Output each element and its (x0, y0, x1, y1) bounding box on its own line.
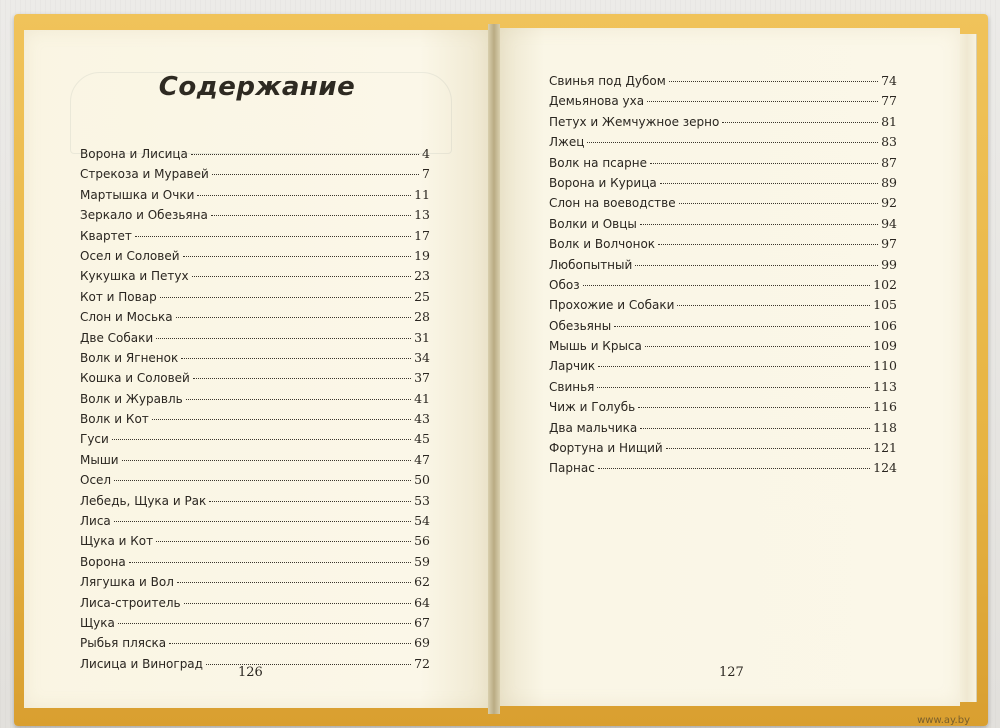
toc-entry-page: 53 (414, 492, 430, 508)
toc-entry (80, 595, 430, 615)
toc-entry (549, 93, 897, 113)
toc-entry-title: Слон на воеводстве (549, 196, 676, 211)
toc-entry-page: 45 (414, 431, 430, 447)
toc-entry-title: Фортуна и Нищий (549, 441, 663, 456)
dot-leader (640, 224, 878, 225)
dot-leader (186, 399, 411, 400)
dot-leader (638, 407, 870, 408)
toc-entry (80, 452, 430, 472)
dot-leader (647, 101, 878, 102)
toc-entry-page: 110 (873, 358, 897, 374)
toc-entry-page: 47 (414, 451, 430, 467)
toc-entry-title: Квартет (80, 228, 132, 243)
toc-entry-title: Слон и Моська (80, 310, 173, 325)
dot-leader (598, 366, 870, 367)
toc-entry (549, 236, 897, 256)
toc-entry (549, 175, 897, 195)
toc-entry-title: Прохожие и Собаки (549, 298, 675, 313)
toc-entry (80, 228, 430, 248)
dot-leader (184, 603, 412, 604)
toc-entry-title: Осел (80, 473, 112, 488)
toc-entry-page: 11 (414, 186, 430, 202)
toc-entry (80, 635, 430, 655)
dot-leader (197, 195, 411, 196)
toc-entry (80, 411, 430, 431)
toc-entry (80, 268, 430, 288)
toc-entry-title: Парнас (549, 461, 595, 476)
toc-entry (80, 187, 430, 207)
toc-entry-title: Стрекоза и Муравей (80, 167, 209, 182)
toc-entry (549, 257, 897, 277)
toc-entry-page: 23 (414, 268, 430, 284)
dot-leader (192, 276, 412, 277)
toc-entry-title: Гуси (80, 432, 109, 447)
dot-leader (114, 521, 411, 522)
toc-entry-page: 83 (881, 134, 897, 150)
dot-leader (129, 562, 411, 563)
toc-entry-title: Волк и Ягненок (80, 350, 179, 365)
toc-entry (80, 330, 430, 350)
toc-entry (549, 155, 897, 175)
toc-entry-title: Лягушка и Вол (80, 575, 174, 590)
toc-entry (549, 297, 897, 317)
toc-entry-title: Чиж и Голубь (549, 400, 636, 415)
page-title: Содержание (158, 72, 356, 102)
toc-entry-title: Осел и Соловей (80, 248, 180, 263)
toc-entry-page: 116 (873, 399, 897, 415)
dot-leader (598, 468, 870, 469)
toc-entry-page: 67 (414, 614, 430, 630)
toc-entry-page: 87 (881, 154, 897, 170)
page-edges (958, 34, 977, 702)
toc-entry (80, 431, 430, 451)
toc-entry-title: Две Собаки (80, 330, 154, 345)
toc-entry-title: Лебедь, Щука и Рак (80, 493, 207, 508)
toc-entry-page: 50 (414, 472, 430, 488)
toc-entry-page: 31 (414, 329, 430, 345)
toc-entry (549, 420, 897, 440)
toc-entry-page: 89 (881, 174, 897, 190)
toc-entry-title: Обоз (549, 277, 580, 292)
toc-entry-title: Мыши (80, 452, 119, 467)
toc-entry-page: 106 (873, 317, 897, 333)
dot-leader (645, 346, 870, 347)
toc-entry-title: Кукушка и Петух (80, 269, 189, 284)
toc-entry-title: Волк и Кот (80, 412, 149, 427)
toc-entry-title: Свинья (549, 379, 595, 394)
dot-leader (614, 326, 870, 327)
dot-leader (722, 122, 878, 123)
dot-leader (583, 285, 871, 286)
toc-entry-page: 28 (414, 309, 430, 325)
toc-entry (80, 533, 430, 553)
dot-leader (169, 643, 411, 644)
toc-entry (80, 370, 430, 390)
toc-entry-page: 37 (414, 370, 430, 386)
toc-entry-page: 62 (414, 574, 430, 590)
dot-leader (640, 428, 870, 429)
dot-leader (156, 541, 411, 542)
toc-entry-title: Ларчик (549, 359, 596, 374)
toc-entry-title: Лиса-строитель (80, 595, 181, 610)
toc-entry-page: 41 (414, 390, 430, 406)
toc-entry (80, 248, 430, 268)
toc-entry-page: 77 (881, 93, 897, 109)
toc-entry-page: 54 (414, 513, 430, 529)
toc-entry (80, 207, 430, 227)
dot-leader (212, 174, 419, 175)
toc-entry-page: 74 (881, 73, 897, 88)
dot-leader (112, 439, 411, 440)
toc-entry (80, 166, 430, 186)
watermark: www.ay.by (917, 715, 970, 726)
toc-entry-page: 13 (414, 207, 430, 223)
toc-entry (549, 399, 897, 419)
toc-entry-title: Ворона и Лисица (80, 147, 188, 161)
toc-entry-page: 97 (881, 236, 897, 252)
toc-entry-title: Лисица и Виноград (80, 656, 203, 671)
dot-leader (122, 460, 411, 461)
toc-entry (549, 440, 897, 460)
toc-list-right (549, 73, 897, 481)
toc-entry (80, 289, 430, 309)
toc-entry-page: 99 (881, 256, 897, 272)
dot-leader (650, 163, 878, 164)
toc-entry-title: Кошка и Соловей (80, 371, 190, 386)
toc-entry-page: 19 (414, 247, 430, 263)
dot-leader (181, 358, 411, 359)
toc-entry-title: Лиса (80, 514, 111, 529)
toc-entry-page: 72 (414, 655, 430, 671)
dot-leader (677, 305, 870, 306)
toc-entry (549, 318, 897, 338)
toc-entry-title: Мартышка и Очки (80, 187, 195, 202)
toc-entry-title: Рыбья пляска (80, 636, 167, 651)
toc-entry (80, 391, 430, 411)
dot-leader (658, 244, 878, 245)
toc-entry-title: Свинья под Дубом (549, 74, 666, 88)
toc-entry-page: 34 (414, 349, 430, 365)
dot-leader (211, 215, 411, 216)
toc-entry (549, 277, 897, 297)
toc-entry (549, 134, 897, 154)
toc-entry-title: Обезьяны (549, 318, 612, 333)
toc-entry-title: Кот и Повар (80, 289, 157, 304)
toc-entry-title: Петух и Жемчужное зерно (549, 114, 720, 129)
dot-leader (660, 183, 878, 184)
toc-entry-title: Зеркало и Обезьяна (80, 208, 208, 223)
toc-entry-title: Волк и Волчонок (549, 237, 656, 252)
toc-entry-page: 121 (873, 440, 897, 456)
dot-leader (206, 664, 411, 665)
toc-entry-page: 81 (881, 113, 897, 129)
book-spine (488, 24, 500, 714)
toc-entry (80, 472, 430, 492)
toc-entry-page: 17 (414, 227, 430, 243)
dot-leader (209, 501, 411, 502)
toc-entry-page: 56 (414, 533, 430, 549)
toc-entry-page: 109 (873, 338, 897, 354)
toc-entry-page: 69 (414, 635, 430, 651)
toc-entry-title: Волк на псарне (549, 155, 647, 170)
toc-entry (80, 146, 430, 166)
dot-leader (635, 265, 878, 266)
dot-leader (118, 623, 411, 624)
dot-leader (669, 81, 878, 82)
toc-entry (549, 73, 897, 93)
dot-leader (679, 203, 878, 204)
toc-entry-page: 118 (873, 419, 897, 435)
toc-entry-page: 64 (414, 594, 430, 610)
toc-entry (549, 338, 897, 358)
toc-entry (80, 513, 430, 533)
toc-entry-title: Ворона и Курица (549, 175, 657, 190)
toc-entry (80, 493, 430, 513)
toc-entry-page: 113 (873, 378, 897, 394)
toc-entry-page: 25 (414, 288, 430, 304)
toc-entry-page: 105 (873, 297, 897, 313)
toc-entry (80, 554, 430, 574)
toc-entry-page: 43 (414, 411, 430, 427)
dot-leader (176, 317, 411, 318)
toc-entry (80, 615, 430, 635)
dot-leader (156, 338, 411, 339)
toc-entry (549, 216, 897, 236)
toc-entry-title: Любопытный (549, 257, 633, 272)
toc-entry-title: Волк и Журавль (80, 391, 183, 406)
toc-entry-title: Мышь и Крыса (549, 339, 642, 354)
dot-leader (152, 419, 411, 420)
toc-entry (80, 350, 430, 370)
toc-entry-title: Ворона (80, 554, 126, 569)
toc-entry-title: Щука (80, 615, 115, 630)
toc-entry-page: 7 (422, 166, 430, 182)
toc-entry-page: 59 (414, 553, 430, 569)
toc-entry-page: 94 (881, 215, 897, 231)
toc-entry (80, 309, 430, 329)
toc-entry-title: Два мальчика (549, 420, 638, 435)
toc-entry-page: 124 (873, 460, 897, 476)
toc-entry (549, 114, 897, 134)
toc-entry-title: Демьянова уха (549, 94, 645, 109)
page-number-left: 126 (238, 665, 263, 680)
toc-entry (549, 358, 897, 378)
dot-leader (191, 154, 419, 155)
toc-entry-page: 92 (881, 195, 897, 211)
toc-entry (549, 195, 897, 215)
dot-leader (114, 480, 411, 481)
dot-leader (183, 256, 412, 257)
page-number-right: 127 (719, 665, 744, 680)
dot-leader (177, 582, 411, 583)
toc-entry (549, 379, 897, 399)
toc-entry-title: Лжец (549, 135, 585, 150)
toc-entry-page: 102 (873, 276, 897, 292)
dot-leader (587, 142, 878, 143)
dot-leader (193, 378, 411, 379)
toc-entry (549, 460, 897, 480)
toc-entry-title: Волки и Овцы (549, 216, 637, 231)
dot-leader (597, 387, 870, 388)
dot-leader (135, 236, 411, 237)
dot-leader (160, 297, 411, 298)
toc-list-left (80, 146, 430, 676)
toc-entry-title: Щука и Кот (80, 534, 154, 549)
toc-entry (80, 574, 430, 594)
dot-leader (666, 448, 870, 449)
toc-entry-page: 4 (422, 146, 430, 161)
